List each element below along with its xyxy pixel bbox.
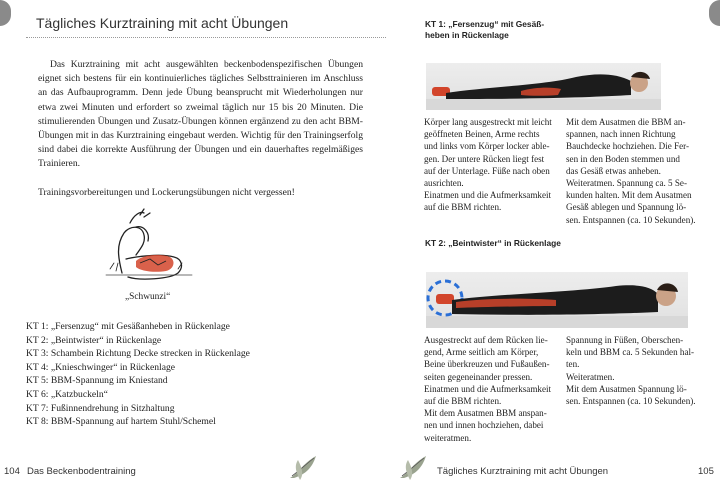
kt1-right-line: Bauchdecke hochziehen. Die Fer- (566, 141, 690, 152)
kt2-heading: KT 2: „Beintwister“ in Rückenlage (425, 238, 561, 248)
kt2-left-line: Einatmen und die Aufmerksamkeit (424, 383, 552, 394)
list-item: KT 8: BBM-Spannung auf hartem Stuhl/Schemel (26, 416, 216, 428)
kt1-text-left (424, 116, 564, 214)
page-title: Tägliches Kurztraining mit acht Übungen (36, 15, 289, 31)
kt1-right-line: Gesäß ablegen und Spannung lö- (566, 202, 687, 213)
kt2-left-line: auf die BBM richten. (424, 396, 502, 407)
kt1-left-line: und links vom Körper locker able- (424, 141, 550, 152)
kt2-figure-icon (426, 272, 688, 328)
kt1-right-line: kunden halten. Mit dem Ausatmen (566, 190, 692, 201)
cat-caption: „Schwunzi“ (125, 292, 171, 302)
list-item: KT 1: „Fersenzug“ mit Gesäßanheben in Rückenlage (26, 321, 230, 332)
kt2-right-line: Weiteratmen. (566, 371, 615, 382)
kt2-left-line: weiteratmen. (424, 432, 472, 443)
kt1-left-line: Einatmen und die Aufmerksamkeit (424, 190, 552, 201)
kt2-left-line: nen und innen hochziehen, dabei (424, 420, 544, 431)
kt1-left-line: gen. Der untere Rücken liegt fest (424, 153, 545, 164)
page-number-right: 105 (698, 466, 714, 477)
kt2-right-line: sen. Entspannen (ca. 10 Sekunden). (566, 396, 696, 407)
kt1-left-line: auf die BBM richten. (424, 202, 502, 213)
footer-left-text: Das Beckenbodentraining (27, 466, 136, 477)
kt2-text-left (424, 334, 564, 444)
kt1-left-line: Körper lang ausgestreckt mit leicht (424, 117, 552, 127)
kt1-right-line: das Gesäß etwas anheben. (566, 165, 661, 176)
kt2-right-line: Mit dem Ausatmen Spannung lö- (566, 383, 687, 394)
kt1-right-line: sen in den Boden stemmen und (566, 153, 680, 164)
exercise-list (26, 320, 250, 429)
list-item: KT 2: „Beintwister“ in Rückenlage (26, 334, 162, 346)
kt1-heading-line: KT 1: „Fersenzug“ mit Gesäß- (425, 19, 545, 29)
intro-note: Trainingsvorbereitungen und Lockerungsübungen nicht vergessen! (38, 186, 295, 198)
kt1-right-line: Weiteratmen. Spannung ca. 5 Se- (566, 178, 687, 189)
cat-drawing-icon (100, 205, 195, 293)
kt1-left-line: geöffneten Beinen, Arme rechts (424, 129, 540, 140)
kt2-exercise-photo (426, 272, 688, 328)
kt2-text-right (566, 334, 706, 407)
page-tab-right-icon (709, 0, 720, 26)
page-number-left: 104 (4, 466, 20, 477)
kt2-right-line: ten. (566, 359, 580, 370)
kt2-left-line: Mit dem Ausatmen BBM anspan- (424, 408, 547, 419)
kt1-figure-icon (426, 63, 661, 110)
kt1-right-line: Mit dem Ausatmen die BBM an- (566, 117, 686, 127)
leaf-logo-icon (286, 452, 322, 482)
intro-paragraph: Das Kurztraining mit acht ausgewählten beckenbodenspezifischen Übungen eignet sich bestens für ein kontinuierliches tägliches Selbsttrainieren im Anschluss an das Aufbauprogramm. Denn jede Übung beansprucht mit Wiederholungen nur etwa zwei Minuten und erfordert so zweimal täglich nur 15 bis 20 Minuten. Die stimulierenden Übungen und Zusatz-Übungen können ergänzend zu den acht BBM-Übungen mit in das Kurztraining eingebaut werden. Wichtig für den Trainingserfolg sind dabei die korrekte Ausführung der Übungen und ein dauerhaftes regelmäßiges Trainieren. (38, 59, 363, 170)
kt1-right-line: sen. Entspannen (ca. 10 Sekunden). (566, 214, 696, 225)
list-item: KT 5: BBM-Spannung im Kniestand (26, 375, 168, 387)
list-item: KT 7: Fußinnendrehung in Sitzhaltung (26, 402, 175, 414)
kt1-left-line: auf der Unterlage. Füße nach oben (424, 165, 550, 176)
footer-right-text: Tägliches Kurztraining mit acht Übungen (437, 466, 609, 477)
kt1-text-right (566, 116, 706, 226)
leaf-logo-icon (396, 452, 432, 482)
page-tab-left-icon (0, 0, 11, 26)
kt1-right-line: spannen, nach innen Richtung (566, 129, 676, 140)
list-item: KT 4: „Knieschwinger“ in Rückenlage (26, 361, 176, 373)
kt1-exercise-photo (426, 63, 661, 110)
kt2-left-line: Ausgestreckt auf dem Rücken lie- (424, 335, 548, 345)
list-item: KT 3: Schambein Richtung Decke strecken in Rückenlage (26, 348, 250, 360)
kt2-right-line: Spannung in Füßen, Oberschen- (566, 335, 684, 345)
kt1-left-line: ausrichten. (424, 178, 464, 189)
kt2-left-line: Beine überkreuzen und Fußaußen- (424, 359, 550, 370)
kt2-left-line: gend, Arme seitlich am Körper, (424, 347, 539, 358)
kt1-heading-line: heben in Rückenlage (425, 30, 509, 40)
kt1-heading (425, 19, 544, 41)
intro-text (38, 58, 363, 210)
list-item: KT 6: „Katzbuckeln“ (26, 388, 108, 400)
title-divider (26, 37, 386, 38)
kt2-left-line: seiten gegeneinander pressen. (424, 371, 533, 382)
kt2-right-line: keln und BBM ca. 5 Sekunden hal- (566, 347, 695, 358)
